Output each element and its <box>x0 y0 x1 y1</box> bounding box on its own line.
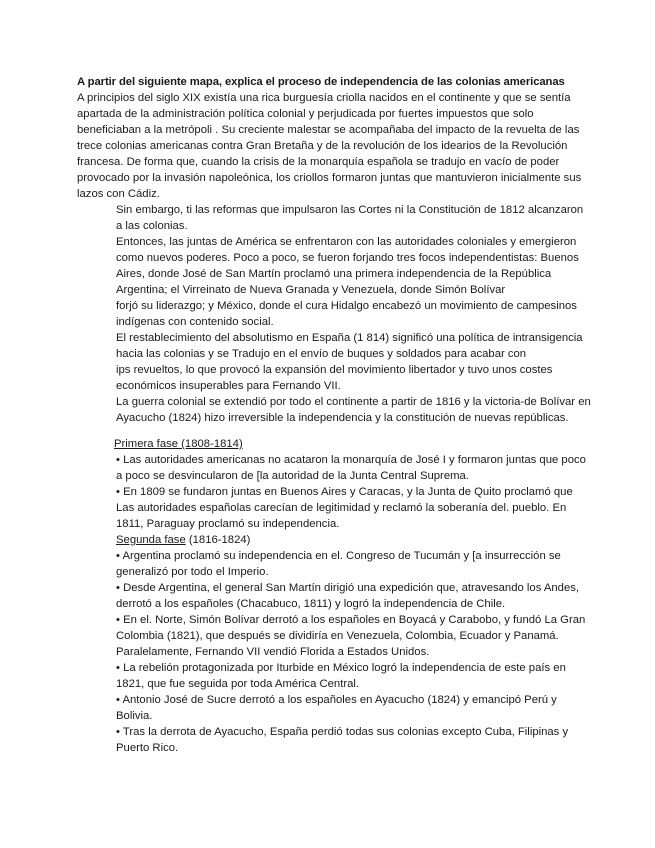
phase-two-line: Bolivia. <box>116 710 153 722</box>
body-line: forjó su liderazgo; y México, donde el cura Hidalgo encabezó un movimiento de campesinos <box>116 300 577 312</box>
phase-two-line: • Tras la derrota de Ayacucho, España perdió todas sus colonias excepto Cuba, Filipinas y <box>116 726 569 738</box>
phase-one-line: a poco se desvincularon de [la autoridad de la Junta Central Suprema. <box>116 470 469 482</box>
phase-two-heading-years: (1816-1824) <box>185 534 251 546</box>
intro-line: beneficiaban a la metrópoli . Su creciente malestar se acompañaba del impacto de la revuelta de las <box>77 124 580 136</box>
body-line: a las colonias. <box>116 220 188 232</box>
phase-two-line: generalizó por todo el Imperio. <box>116 566 269 578</box>
intro-line: provocado por la invasión napoleónica, los criollos formaron juntas que mantuvieron inicialmente sus <box>77 172 582 184</box>
phase-two-line: • La rebelión protagonizada por Iturbide en México logró la independencia de este país en <box>116 662 566 674</box>
body-line: indígenas con contenido social. <box>116 316 274 328</box>
phase-one-line: Las autoridades españolas carecían de legitimidad y reclamó la soberanía del. pueblo. En <box>116 502 567 514</box>
body-line: Entonces, las juntas de América se enfrentaron con las autoridades coloniales y emergieron <box>116 236 577 248</box>
intro-line: lazos con Cádiz. <box>77 188 160 200</box>
phase-two-line: derrotó a los españoles (Chacabuco, 1811) y logró la independencia de Chile. <box>116 598 506 610</box>
phase-two-heading <box>116 533 250 549</box>
intro-line: A principios del siglo XIX existía una rica burguesía criolla nacidos en el continente y que se sentía <box>77 92 571 104</box>
intro-line: trece colonias americanas contra Gran Bretaña y de la revolución de los idearios de la Revolución <box>77 140 568 152</box>
body-line: ips revueltos, lo que provocó la expansión del movimiento libertador y tuvo unos costes <box>116 364 553 376</box>
intro-line: francesa. De forma que, cuando la crisis de la monarquía española se tradujo en vacío de poder <box>77 156 560 168</box>
phase-one-heading: Primera fase (1808-1814) <box>114 438 243 450</box>
document-title: A partir del siguiente mapa, explica el proceso de independencia de las colonias americanas <box>77 76 565 88</box>
phase-two-line: Paralelamente, Fernando VII vendió Florida a Estados Unidos. <box>116 646 430 658</box>
body-line: como nuevos poderes. Poco a poco, se fueron forjando tres focos independentistas: Buenos <box>116 252 579 264</box>
body-line: La guerra colonial se extendió por todo el continente a partir de 1816 y la victoria-de Bolívar en <box>116 396 591 408</box>
body-line: El restablecimiento del absolutismo en España (1 814) significó una política de intransigencia <box>116 332 583 344</box>
intro-line: apartada de la administración política colonial y perjudicada por fuertes impuestos que solo <box>77 108 534 120</box>
phase-two-line: • En el. Norte, Simón Bolívar derrotó a los españoles en Boyacá y Carabobo, y fundó La Gran <box>116 614 586 626</box>
phase-two-line: Colombia (1821), que después se dividiría en Venezuela, Colombia, Ecuador y Panamá. <box>116 630 559 642</box>
body-line: Sin embargo, ti las reformas que impulsaron las Cortes ni la Constitución de 1812 alcanzaron <box>116 204 584 216</box>
phase-two-line: • Antonio José de Sucre derrotó a los españoles en Ayacucho (1824) y emancipó Perú y <box>116 694 557 706</box>
phase-one-line: • Las autoridades americanas no acataron la monarquía de José I y formaron juntas que poco <box>116 454 586 466</box>
body-line: Argentina; el Virreinato de Nueva Granada y Venezuela, donde Simón Bolívar <box>116 284 506 296</box>
body-line: Aires, donde José de San Martín proclamó una primera independencia de la República <box>116 268 552 280</box>
phase-one-line: 1811, Paraguay proclamó su independencia. <box>116 518 340 530</box>
phase-two-line: Puerto Rico. <box>116 742 179 754</box>
body-line: económicos insuperables para Fernando VII. <box>116 380 341 392</box>
phase-one-line: • En 1809 se fundaron juntas en Buenos Aires y Caracas, y la Junta de Quito proclamó que <box>116 486 573 498</box>
body-line: Ayacucho (1824) hizo irreversible la independencia y la constitución de nuevas repúblicas. <box>116 412 569 424</box>
body-line: hacia las colonias y se Tradujo en el envío de buques y soldados para acabar con <box>116 348 527 360</box>
phase-two-line: • Argentina proclamó su independencia en el. Congreso de Tucumán y [a insurrección se <box>116 550 561 562</box>
phase-two-line: • Desde Argentina, el general San Martín dirigió una expedición que, atravesando los Andes, <box>116 582 580 594</box>
phase-two-line: 1821, que fue seguida por toda América Central. <box>116 678 360 690</box>
phase-two-heading-label: Segunda fase <box>116 534 186 546</box>
